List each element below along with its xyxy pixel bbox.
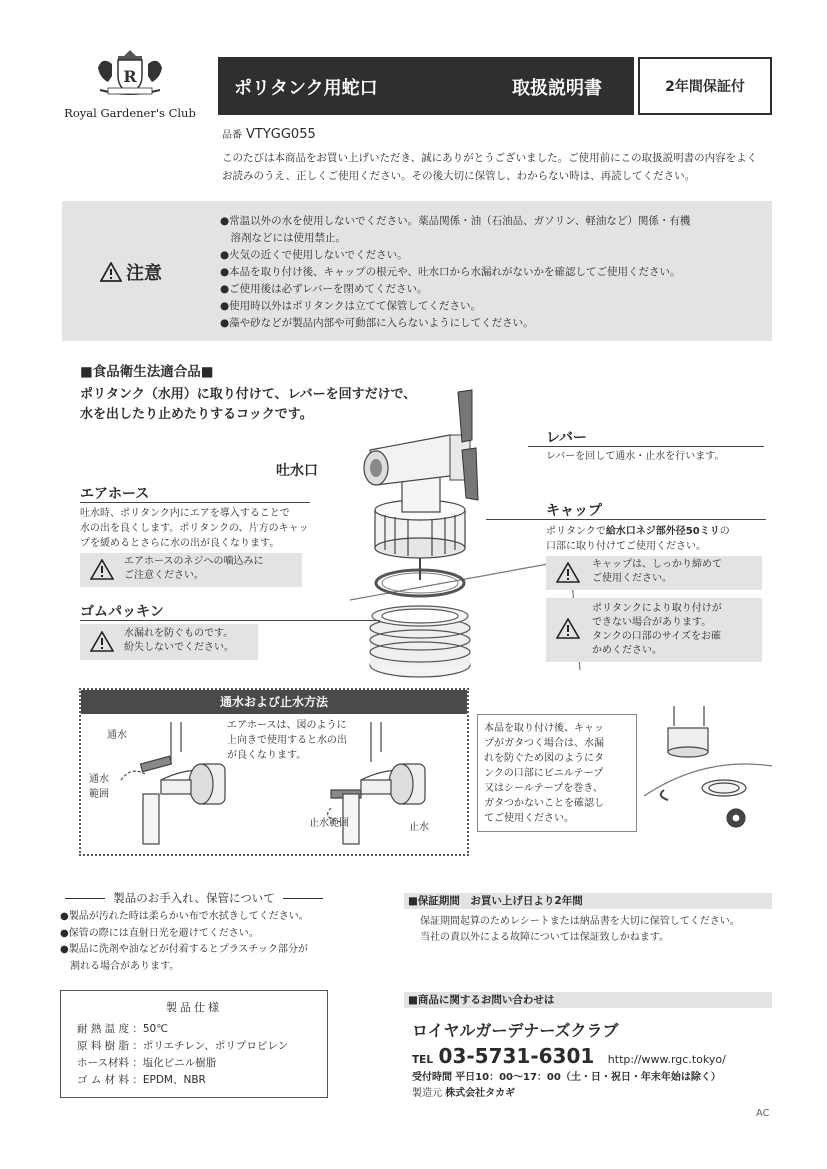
cap-warn-line: ご使用ください。 xyxy=(592,573,672,584)
caution-item: ●使用時以外はポリタンクは立てて保管してください。 xyxy=(220,300,481,312)
warning-icon xyxy=(556,562,580,583)
brand-logo xyxy=(60,46,200,126)
company-name: ロイヤルガーデナーズクラブ xyxy=(412,1021,619,1040)
caution-item: ●ご使用後は必ずレバーを閉めてください。 xyxy=(220,283,428,295)
svg-text:R: R xyxy=(123,67,137,86)
tank-warn-line: できない場合があります。 xyxy=(592,617,712,628)
model-label: 品番 xyxy=(222,130,242,141)
maker-value: 株式会社タカギ xyxy=(445,1088,516,1099)
tel-line xyxy=(412,1044,726,1068)
caution-item: ●本品を取り付け後、キャップの根元や、吐水口から水漏れがないかを確認してご使用ください。 xyxy=(220,266,681,278)
tip-line: プがガタつく場合は、水漏 xyxy=(484,738,604,749)
cap-desc xyxy=(546,524,730,554)
hose-desc-line: 吐水時、ポリタンク内にエアを導入することで xyxy=(80,508,290,519)
packing-warning xyxy=(80,624,258,660)
tank-size-warning xyxy=(546,598,762,662)
spec-row: 耐 熱 温 度 ：50℃ xyxy=(77,1023,169,1035)
hose-rule xyxy=(80,502,310,503)
hose-desc-line: プを緩めるとさらに水の出が良くなります。 xyxy=(80,538,280,549)
model-number xyxy=(222,126,316,142)
tape-wrap-diagram xyxy=(644,706,772,836)
packing-warn-line: 水漏れを防ぐものです。 xyxy=(124,628,234,639)
air-hose-desc xyxy=(80,506,309,551)
caution-item: ●藻や砂などが製品内部や可動部に入らないようにしてください。 xyxy=(220,317,534,329)
spec-row: 原 料 樹 脂 ：ポリエチレン、ポリプロピレン xyxy=(77,1040,289,1052)
hose-warn-line: ご注意ください。 xyxy=(124,570,204,581)
spout-label: 吐水口 xyxy=(276,463,318,479)
care-rule-left xyxy=(65,898,105,899)
air-hose-note-line: エアホースは、図のように xyxy=(227,720,347,731)
lever-desc: レバーを回して通水・止水を行います。 xyxy=(546,451,725,462)
flow-on-range-line: 範囲 xyxy=(89,789,109,800)
care-title xyxy=(60,890,328,906)
tel-number[interactable]: 03-5731-6301 xyxy=(438,1044,595,1068)
crest-icon xyxy=(60,46,200,106)
care-item: ●保管の際には直射日光を避けてください。 xyxy=(60,927,259,939)
tank-warn-line: タンクの口部のサイズをお確 xyxy=(592,631,721,642)
cap-desc-part: ポリタンクで xyxy=(546,526,606,537)
warranty-badge: 2年間保証付 xyxy=(638,57,772,115)
care-item: ●製品に洗剤や油などが付着するとプラスチック部分が xyxy=(60,944,308,955)
caution-item: ●火気の近くで使用しないでください。 xyxy=(220,249,408,261)
cap-label: キャップ xyxy=(546,503,602,519)
care-title-text: 製品のお手入れ、保管について xyxy=(113,891,275,905)
warranty-title: ■保証期間 お買い上げ日より2年間 xyxy=(404,893,772,909)
care-list xyxy=(60,909,330,975)
spec-row: ゴ ム 材 料 ：EPDM、NBR xyxy=(77,1074,206,1086)
flow-title: 通水および止水方法 xyxy=(81,690,467,714)
model-value: VTYGG055 xyxy=(246,127,316,142)
care-rule-right xyxy=(283,898,323,899)
manual-title: 取扱説明書 xyxy=(512,78,602,99)
tip-line: 本品を取り付け後、キャッ xyxy=(484,723,604,734)
hours-value: 平日10：00〜17：00（土・日・祝日・年末年始は除く） xyxy=(455,1072,721,1083)
flow-instructions-box xyxy=(79,688,469,856)
care-item: ●製品が汚れた時は柔らかい布で水拭きしてください。 xyxy=(60,911,309,922)
warning-icon xyxy=(100,262,122,282)
tank-warn-line: ポリタンクにより取り付けが xyxy=(592,603,722,614)
brand-name: Royal Gardener's Club xyxy=(64,106,196,120)
title-bar xyxy=(218,57,772,115)
contact-title: ■商品に関するお問い合わせは xyxy=(404,992,772,1008)
cap-desc-bold: 給水口ネジ部外径50ミリ xyxy=(605,526,720,537)
tip-line: てご使用ください。 xyxy=(484,813,574,824)
intro-text: このたびは本商品をお買い上げいただき、誠にありがとうございました。ご使用前にこの取扱説明書の内容をよくお読みのうえ、正しくご使用ください。その後大切に保管し、わからない時は、再読してください。 xyxy=(222,152,758,182)
warning-icon xyxy=(90,559,114,580)
tip-line: ンクの口部にビニルテープ xyxy=(484,768,604,779)
spec-row: ホース材料 ：塩化ビニル樹脂 xyxy=(77,1057,217,1069)
caution-item: ●常温以外の水を使用しないでください。薬品関係・油（石油品、ガソリン、軽油など）関係・有機 xyxy=(220,215,691,227)
website-link[interactable]: http://www.rgc.tokyo/ xyxy=(607,1053,726,1066)
air-hose-note-line: 上向きで使用すると水の出 xyxy=(227,735,347,746)
flow-off-range: 止水範囲 xyxy=(309,818,349,829)
air-hose-label: エアホース xyxy=(80,486,150,502)
lever-rule xyxy=(528,446,764,447)
lever-label: レバー xyxy=(546,430,588,446)
hose-desc-line: 水の出を良くします。ポリタンクの、片方のキャッ xyxy=(80,523,309,534)
wobble-tip-box xyxy=(477,714,637,832)
air-hose-note-line: が良くなります。 xyxy=(227,750,307,761)
cap-warning xyxy=(546,556,762,590)
caution-box xyxy=(62,201,772,341)
warning-icon xyxy=(556,618,580,639)
hose-warn-line: エアホースのネジへの噛込みに xyxy=(124,556,264,567)
tip-line: ガタつかないことを確認し xyxy=(484,798,604,809)
warranty-line: 当社の責以外による故障については保証致しかねます。 xyxy=(420,932,669,943)
hours-line xyxy=(412,1068,721,1083)
packing-label: ゴムパッキン xyxy=(80,604,164,620)
flow-on-range xyxy=(89,772,109,802)
flow-on-label: 通水 xyxy=(107,730,127,741)
warranty-text xyxy=(420,914,770,946)
tel-label: TEL xyxy=(412,1054,434,1066)
packing-warn-line: 紛失しないでください。 xyxy=(124,642,234,653)
food-section-title: ■食品衛生法適合品■ xyxy=(80,364,214,380)
flow-on-range-line: 通水 xyxy=(89,774,109,785)
document-code: AC xyxy=(756,1108,770,1119)
title-bar-dark xyxy=(218,57,634,115)
caution-list xyxy=(220,213,765,332)
spec-box xyxy=(60,990,328,1098)
care-item: 割れる場合があります。 xyxy=(60,960,180,972)
maker-line xyxy=(412,1084,515,1099)
caution-item: 溶剤などには使用禁止。 xyxy=(220,232,346,244)
air-hose-warning xyxy=(80,553,302,587)
cap-rule xyxy=(486,519,766,520)
tip-line: れを防ぐため図のようにタ xyxy=(484,753,604,764)
caution-heading xyxy=(100,259,162,285)
tank-warn-line: かめください。 xyxy=(592,645,662,656)
maker-label: 製造元 xyxy=(412,1088,442,1099)
air-hose-note xyxy=(227,718,347,763)
caution-title: 注意 xyxy=(126,263,162,284)
cap-desc-line xyxy=(546,524,730,539)
cap-warn-line: キャップは、しっかり締めて xyxy=(592,559,722,570)
warranty-line: 保証期間起算のためレシートまたは納品書を大切に保管してください。 xyxy=(420,916,740,927)
food-desc-line: ポリタンク（水用）に取り付けて、レバーを回すだけで、 xyxy=(80,387,417,402)
packing-rule xyxy=(80,620,380,621)
product-title: ポリタンク用蛇口 xyxy=(234,78,378,99)
hours-label: 受付時間 xyxy=(412,1072,452,1083)
cap-desc-part: の xyxy=(719,526,730,537)
cap-desc-line: 口部に取り付けてご使用ください。 xyxy=(546,541,706,552)
tip-line: 又はシールテープを巻き、 xyxy=(484,783,603,794)
flow-off-label: 止水 xyxy=(409,822,429,833)
spec-title: 製品仕様 xyxy=(166,1001,222,1014)
warning-icon xyxy=(90,631,114,652)
food-desc-line: 水を出したり止めたりするコックです。 xyxy=(80,407,313,422)
